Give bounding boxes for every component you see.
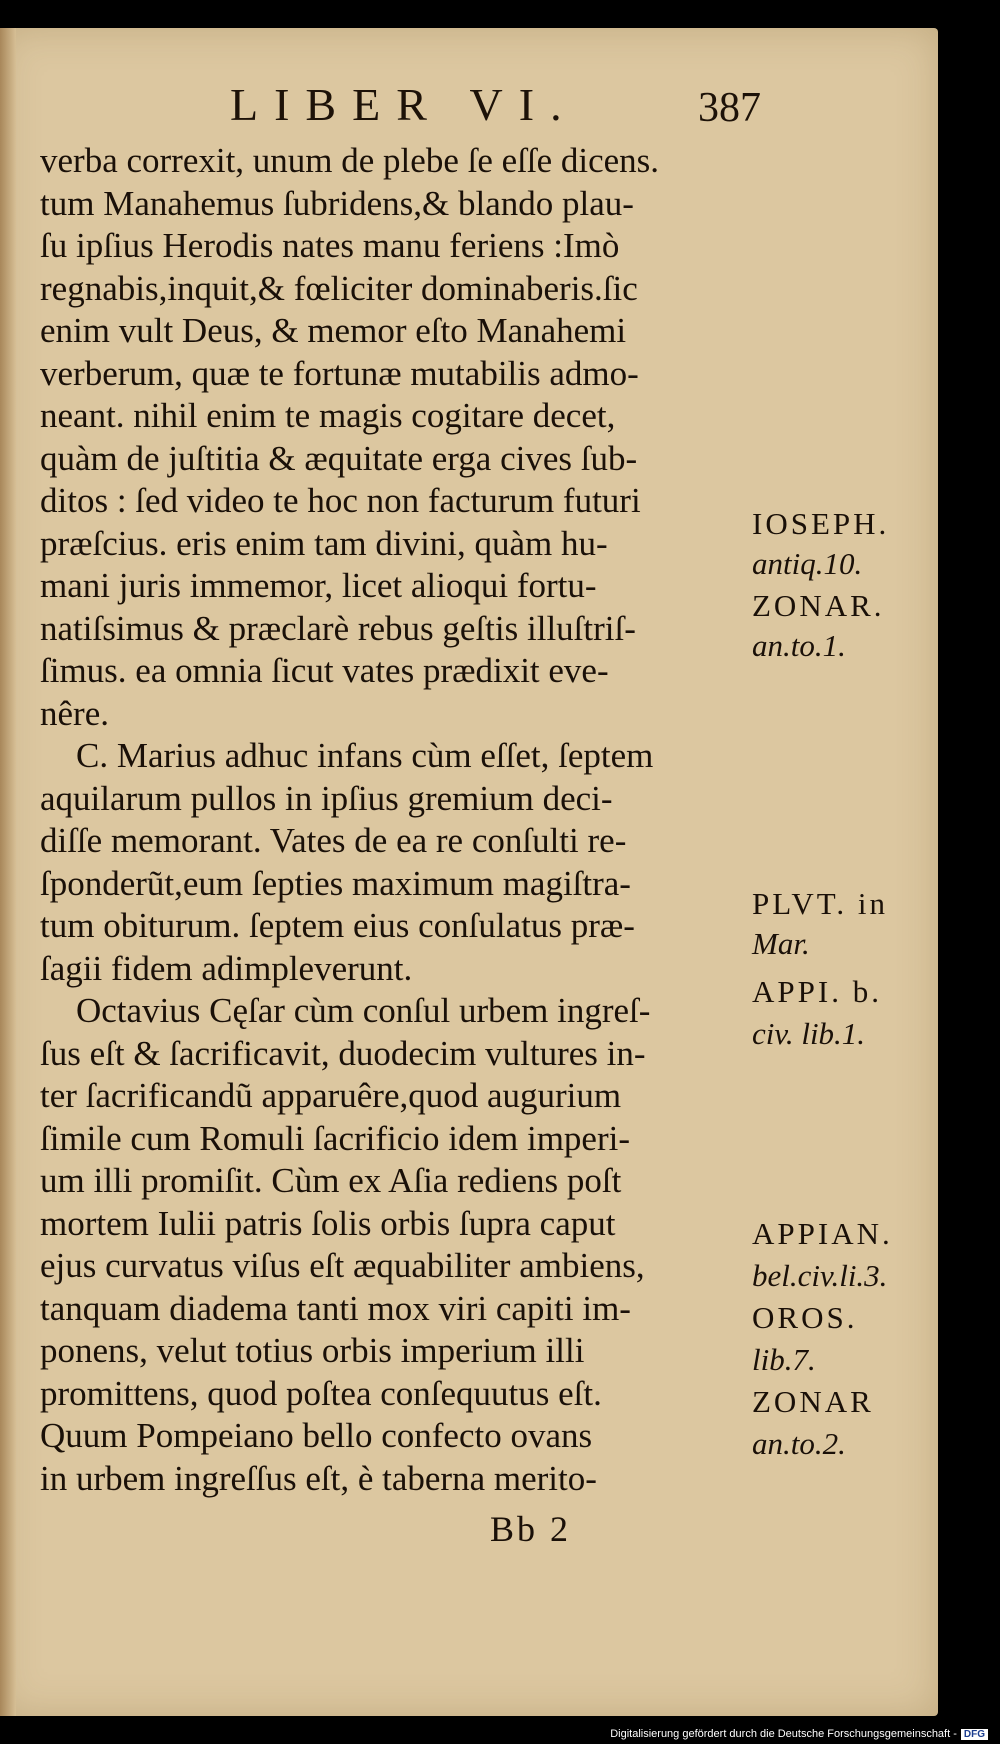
page-number: 387 — [698, 85, 761, 131]
text-line: diſſe memorant. Vates de ea re conſulti re- — [40, 821, 627, 860]
text-line: Quum Pompeiano bello confecto ovans — [40, 1416, 593, 1455]
credit-text: Digitalisierung gefördert durch die Deutsche Forschungsgemeinschaft - — [610, 1728, 957, 1740]
margin-note: OROS. — [752, 1300, 858, 1335]
page-gutter-edge — [0, 28, 16, 1716]
text-line: tum Manahemus ſubridens,& blando plau- — [40, 183, 634, 223]
running-title: LIBER VI. — [230, 79, 578, 130]
text-line: ſimile cum Romuli ſacrificio idem imperi- — [40, 1118, 630, 1158]
margin-note: lib.7. — [752, 1342, 816, 1377]
margin-note: bel.civ.li.3. — [752, 1258, 888, 1293]
text-line: quàm de juſtitia & æquitate erga cives ſub- — [40, 438, 638, 478]
text-line: ſponderũt,eum ſepties maximum magiſtra- — [40, 863, 631, 903]
text-line: um illi promiſit. Cùm ex Aſia rediens poſt — [40, 1161, 622, 1200]
text-line: in urbem ingreſſus eſt, è taberna merito- — [40, 1458, 597, 1498]
text-line: ſu ipſius Herodis nates manu feriens :Imò — [40, 226, 620, 265]
text-line: tanquam diadema tanti mox viri capiti im- — [40, 1288, 631, 1328]
margin-note: PLVT. in — [752, 886, 888, 921]
text-line: verba correxit, unum de plebe ſe eſſe dicens. — [40, 141, 660, 180]
page-header — [0, 78, 938, 131]
dfg-logo: DFG — [961, 1729, 988, 1740]
margin-note: an.to.1. — [752, 628, 846, 663]
book-page — [0, 28, 938, 1716]
text-line: mortem Iulii patris ſolis orbis ſupra caput — [40, 1203, 616, 1243]
text-line: ejus curvatus viſus eſt æquabiliter ambiens, — [40, 1246, 645, 1285]
margin-note: civ. lib.1. — [752, 1016, 866, 1051]
margin-note: ZONAR — [752, 1384, 874, 1419]
text-line: ponens, velut totius orbis imperium illi — [40, 1331, 585, 1370]
margin-note: Mar. — [752, 926, 810, 961]
text-line: tum obiturum. ſeptem eius conſulatus præ- — [40, 906, 635, 945]
paragraph-start-line: C. Marius adhuc infans cùm eſſet, ſeptem — [76, 736, 654, 775]
text-line: ſus eſt & ſacrificavit, duodecim vultures in- — [40, 1033, 646, 1073]
text-line: neant. nihil enim te magis cogitare decet, — [40, 396, 616, 435]
text-line: verberum, quæ te fortunæ mutabilis admo- — [40, 353, 639, 393]
digitization-credit — [610, 1728, 988, 1740]
text-line: mani juris immemor, licet alioqui fortu- — [40, 566, 597, 605]
text-line: ſimus. ea omnia ſicut vates prædixit eve- — [40, 651, 609, 690]
text-line: nêre. — [40, 693, 109, 733]
margin-note: ZONAR. — [752, 588, 885, 623]
text-line: præſcius. eris enim tam divini, quàm hu- — [40, 523, 608, 563]
text-line: natiſsimus & præclarè rebus geſtis illuſtriſ- — [40, 608, 636, 648]
text-line: ter ſacrificandũ apparuêre,quod augurium — [40, 1076, 622, 1115]
margin-note: an.to.2. — [752, 1426, 846, 1461]
paragraph-start-line: Octavius Cęſar cùm conſul urbem ingreſ- — [76, 991, 651, 1030]
margin-note: APPIAN. — [752, 1216, 893, 1251]
margin-note: APPI. b. — [752, 974, 882, 1009]
text-line: enim vult Deus, & memor eſto Manahemi — [40, 311, 627, 350]
margin-note: IOSEPH. — [752, 506, 890, 541]
text-line: regnabis,inquit,& fœliciter dominaberis.ſic — [40, 268, 638, 308]
body-text — [40, 140, 760, 1500]
signature-mark: Bb 2 — [490, 1509, 572, 1549]
text-line: promittens, quod poſtea conſequutus eſt. — [40, 1373, 602, 1413]
text-line: ſagii fidem adimpleverunt. — [40, 948, 413, 988]
text-line: aquilarum pullos in ipſius gremium deci- — [40, 778, 613, 818]
margin-note: antiq.10. — [752, 546, 863, 581]
text-line: ditos : ſed video te hoc non factu͏rum futuri — [40, 481, 641, 520]
